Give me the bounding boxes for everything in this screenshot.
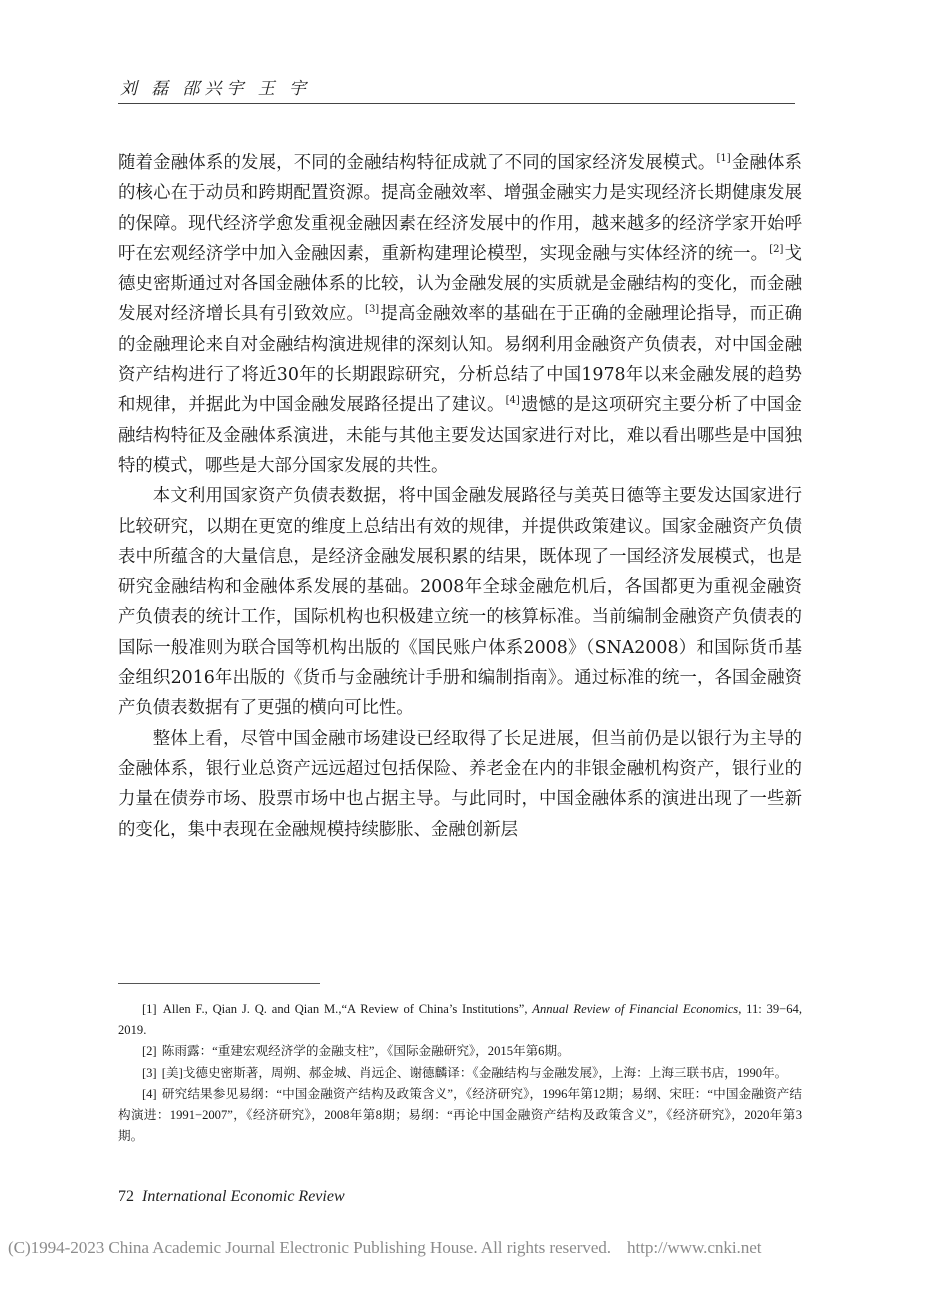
p1-text-e: 遗憾的是这项研究主要分析了中国金融结构特征及金融体系演进，未能与其他主要发达国家进行对比，难以看出哪些是中国独特的模式，哪些是大部分国家发展的共性。 (118, 395, 802, 476)
footnote-number: [2] (141, 1044, 157, 1059)
article-body (118, 148, 802, 845)
citation-1[interactable]: [1] (716, 153, 731, 164)
footnote-4-text: 研究结果参见易纲：“中国金融资产结构及政策含义”，《经济研究》，1996年第12期；易纲、宋旺：“中国金融资产结构演进：1991−2007”，《经济研究》，2008年第8期；易纲：“再论中国金融资产结构及政策含义”，《经济研究》，2020年第3期。 (118, 1087, 802, 1143)
p1-text-d: 提高金融效率的基础在于正确的金融理论指导，而正确的金融理论来自对金融结构演进规律的深刻认知。易纲利用金融资产负债表，对中国金融资产结构进行了将近30年的长期跟踪研究，分析总结了中国1978年以来金融发展的趋势和规律，并据此为中国金融发展路径提出了建议。 (118, 304, 802, 416)
footnote-1-journal: Annual Review of Financial Economics (532, 1002, 739, 1016)
footnote-1 (118, 999, 802, 1040)
paragraph-1 (118, 148, 802, 481)
p1-text-a: 随着金融体系的发展，不同的金融结构特征成就了不同的国家经济发展模式。 (118, 153, 716, 173)
cnki-url[interactable]: http://www.cnki.net (626, 1238, 762, 1257)
paragraph-2: 本文利用国家资产负债表数据，将中国金融发展路径与美英日德等主要发达国家进行比较研究，以期在更宽的维度上总结出有效的规律，并提供政策建议。国家金融资产负债表中所蕴含的大量信息，是经济金融发展积累的结果，既体现了一国经济发展模式，也是研究金融结构和金融体系发展的基础。2008年全球金融危机后，各国都更为重视金融资产负债表的统计工作，国际机构也积极建立统一的核算标准。当前编制金融资产负债表的国际一般准则为联合国等机构出版的《国民账户体系2008》（SNA2008）和国际货币基金组织2016年出版的《货币与金融统计手册和编制指南》。通过标准的统一，各国金融资产负债表数据有了更强的横向可比性。 (118, 486, 802, 719)
header-divider (118, 103, 795, 104)
footnote-number: [4] (141, 1087, 157, 1102)
footnote-divider (118, 983, 320, 984)
footnote-4 (118, 1084, 802, 1146)
citation-2[interactable]: [2] (769, 243, 784, 255)
footnote-number: [3] (141, 1065, 157, 1080)
citation-4[interactable]: [4] (505, 395, 520, 407)
footnotes (118, 999, 802, 1147)
footnote-2 (118, 1041, 802, 1062)
page-number: 72 (118, 1188, 134, 1205)
running-header-authors: 刘 磊 邵兴宇 王 宇 (120, 79, 311, 98)
p1-text-c: 戈德史密斯通过对各国金融体系的比较，认为金融发展的实质就是金融结构的变化，而金融发展对经济增长具有引致效应。 (118, 243, 802, 325)
footnote-number: [1] (141, 1002, 157, 1016)
footnote-1-citation: , 11: 39−64, 2019. (118, 1002, 802, 1037)
paragraph-3: 整体上看，尽管中国金融市场建设已经取得了长足进展，但当前仍是以银行为主导的金融体系，银行业总资产远远超过包括保险、养老金在内的非银金融机构资产，银行业的力量在债券市场、股票市场中也占据主导。与此同时，中国金融体系的演进出现了一些新的变化，集中表现在金融规模持续膨胀、金融创新层 (118, 728, 802, 840)
copyright-watermark (8, 1238, 948, 1258)
footnote-1-authors: Allen F., Qian J. Q. and Qian M.,“A Review of China’s Institutions”, (162, 1002, 533, 1016)
page-footer (118, 1188, 345, 1206)
citation-3[interactable]: [3] (365, 304, 380, 316)
copyright-text: (C)1994-2023 China Academic Journal Electronic Publishing House. All rights reserved. (8, 1238, 611, 1257)
footnote-3-text: [美]戈德史密斯著，周朔、郝金城、肖远企、谢德麟译：《金融结构与金融发展》，上海：上海三联书店，1990年。 (161, 1065, 788, 1080)
footnote-3 (118, 1063, 802, 1084)
footnote-2-text: 陈雨露：“重建宏观经济学的金融支柱”，《国际金融研究》，2015年第6期。 (161, 1044, 570, 1059)
p1-text-b: 金融体系的核心在于动员和跨期配置资源。提高金融效率、增强金融实力是实现经济长期健康发展的保障。现代经济学愈发重视金融因素在经济发展中的作用，越来越多的经济学家开始呼吁在宏观经济学中加入金融因素，重新构建理论模型，实现金融与实体经济的统一。 (118, 153, 802, 264)
journal-name: International Economic Review (142, 1188, 345, 1205)
